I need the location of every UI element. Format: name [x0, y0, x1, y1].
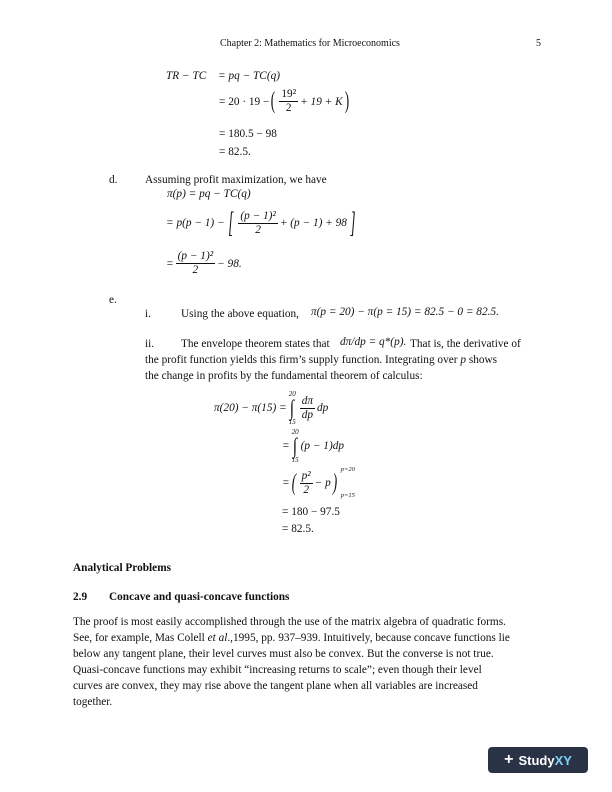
text-run: shows: [468, 354, 498, 366]
integral-lower-limit: 15: [291, 456, 299, 464]
part-e-i-text: Using the above equation,: [181, 308, 299, 320]
integral-lhs: π(20) − π(15) =: [214, 402, 287, 414]
eq-c-line1-rhs: = pq − TC(q): [218, 70, 281, 82]
integral-body: (p − 1)dp: [300, 440, 345, 452]
brand-name: Study: [518, 752, 555, 768]
para-line5: curves are convex, they may rise above the tangent plane when all variables are increased: [73, 680, 478, 692]
eq-d-line1: π(p) = pq − TC(q): [167, 188, 251, 200]
problem-title: Concave and quasi-concave functions: [109, 591, 290, 603]
evaluation-limits: [341, 466, 355, 500]
integral-sign: [292, 428, 299, 464]
fraction: [176, 250, 215, 277]
part-e-ii-eq: dπ/dp = q*(p).: [340, 336, 407, 348]
para-line6: together.: [73, 696, 113, 708]
eq-c-line1-lhs: TR − TC: [166, 70, 207, 82]
part-e-ii-text-a: The envelope theorem states that: [181, 338, 330, 350]
plus-icon: +: [504, 751, 514, 768]
integral-upper-limit: 20: [291, 428, 299, 436]
fraction-post-term: − p: [314, 477, 331, 489]
fraction: [238, 210, 277, 237]
text-run: .,1995, pp. 937–939. Intuitively, because concave functions lie: [227, 632, 510, 644]
part-e-i-eq: π(p = 20) − π(p = 15) = 82.5 − 0 = 82.5.: [311, 306, 499, 318]
integral-differential: dp: [317, 402, 329, 414]
eq-c-line2-post: + 19 + K: [300, 95, 343, 108]
text-run: See, for example, Mas Colell: [73, 632, 208, 644]
eq-d-line3: [166, 250, 242, 277]
fraction-numerator: 19²: [281, 88, 297, 100]
part-e-ii-label: ii.: [145, 338, 155, 350]
brand-name-suffix: XY: [554, 752, 572, 768]
part-d-label: d.: [109, 174, 118, 186]
part-d-text: Assuming profit maximization, we have: [145, 174, 327, 186]
part-e-ii-text-b: That is, the derivative of: [410, 338, 521, 350]
para-line4: Quasi-concave functions may exhibit “increasing returns to scale”; even though their level: [73, 664, 482, 676]
integral-line2: [282, 428, 344, 464]
integral-line5: = 82.5.: [282, 523, 314, 535]
part-e-label: e.: [109, 294, 117, 306]
fraction-numerator: (p − 1)²: [240, 209, 276, 222]
left-paren: (: [271, 88, 276, 114]
section-heading: Analytical Problems: [73, 562, 172, 574]
italic-text: et al: [207, 632, 228, 644]
fraction-denominator: 2: [192, 264, 199, 276]
fraction-denominator: dp: [301, 408, 313, 421]
page-number: 5: [536, 38, 541, 49]
eq-c-line3: = 180.5 − 98: [219, 128, 277, 140]
fraction: [300, 395, 315, 422]
left-paren: (: [291, 469, 296, 496]
part-e-ii-line2: [145, 352, 497, 369]
integral-lower-limit: 15: [288, 418, 296, 426]
integral-symbol: ∫: [293, 433, 298, 458]
integral-sign: [289, 390, 296, 426]
integral-symbol: ∫: [290, 395, 295, 420]
fraction-denominator: 2: [285, 102, 292, 114]
part-e-i-label: i.: [145, 308, 151, 320]
eq-d-line2-post: + (p − 1) + 98: [279, 217, 347, 229]
para-line1: The proof is most easily accomplished through the use of the matrix algebra of quadratic forms.: [73, 616, 506, 628]
variable-p: p: [460, 354, 466, 366]
fraction-numerator: p²: [301, 469, 311, 482]
part-e-ii-line3: the change in profits by the fundamental theorem of calculus:: [145, 370, 423, 382]
eq-d-line2-pre: = p(p − 1) −: [166, 217, 225, 229]
evaluation-upper-limit: p=20: [340, 466, 355, 473]
para-line3: below any tangent plane, their level curves must also be convex. But the converse is not true.: [73, 648, 494, 660]
eq-c-line4: = 82.5.: [219, 146, 251, 158]
integral-upper-limit: 20: [288, 390, 296, 398]
left-bracket: [: [227, 206, 234, 239]
running-header: Chapter 2: Mathematics for Microeconomics: [220, 38, 400, 49]
equals-sign: =: [282, 440, 290, 452]
evaluation-lower-limit: p=15: [340, 492, 355, 499]
fraction-numerator: (p − 1)²: [177, 250, 214, 262]
problem-number: 2.9: [73, 591, 88, 603]
para-line2: [73, 630, 510, 647]
integral-line1: [214, 390, 328, 426]
fraction-numerator: dπ: [301, 394, 313, 407]
integral-line3: [282, 466, 357, 500]
right-paren: ): [332, 469, 337, 496]
text-run: the profit function yields this firm’s supply function. Integrating over: [145, 354, 458, 366]
equals-sign: =: [282, 477, 290, 489]
right-bracket: ]: [350, 206, 356, 239]
right-paren: ): [344, 88, 349, 114]
eq-d-line3-post: − 98.: [217, 257, 242, 270]
fraction-denominator: 2: [303, 483, 309, 496]
integral-line4: = 180 − 97.5: [282, 506, 340, 518]
equals-sign: =: [166, 257, 174, 270]
eq-d-line2: [166, 206, 359, 240]
eq-c-line2: [219, 88, 351, 115]
studyxy-logo[interactable]: [488, 747, 588, 773]
fraction-denominator: 2: [255, 223, 261, 236]
eq-c-line2-pre: = 20 · 19 −: [219, 95, 270, 108]
fraction: [279, 88, 298, 115]
fraction: [300, 470, 313, 497]
